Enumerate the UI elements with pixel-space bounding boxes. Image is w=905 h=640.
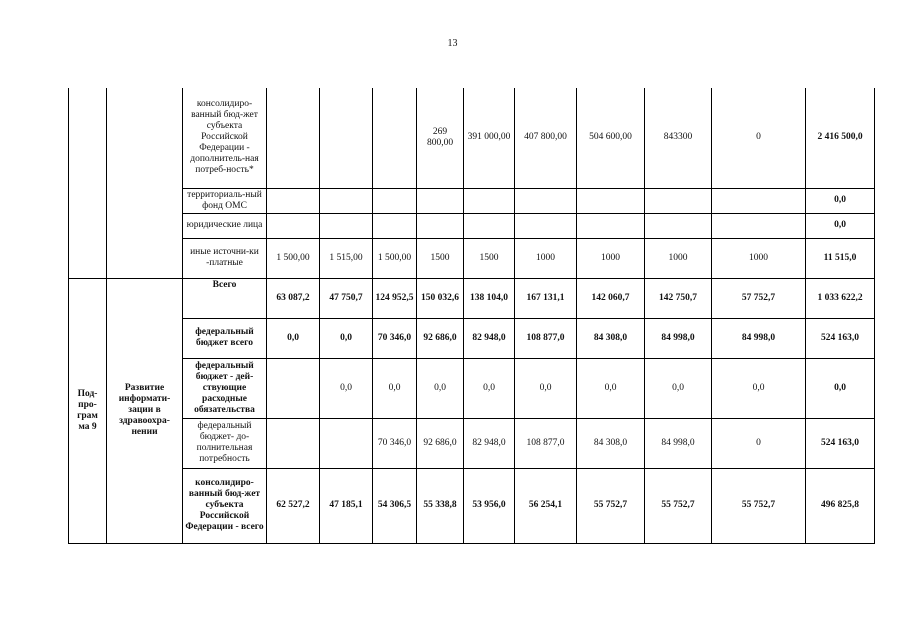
value-cell xyxy=(320,213,373,238)
value-cell: 0,0 xyxy=(515,358,577,418)
row-label: федеральный бюджет- до-полнительная потребность xyxy=(183,418,267,468)
value-cell xyxy=(577,213,645,238)
value-cell: 92 686,0 xyxy=(417,318,464,358)
table-row xyxy=(69,278,875,318)
value-cell: 82 948,0 xyxy=(464,418,515,468)
row-label: территориаль-ный фонд ОМС xyxy=(183,188,267,213)
value-cell: 124 952,5 xyxy=(373,278,417,318)
value-cell: 0 xyxy=(712,88,806,188)
page-number: 13 xyxy=(447,38,458,49)
total-cell: 0,0 xyxy=(806,188,875,213)
row-label: федеральный бюджет всего xyxy=(183,318,267,358)
value-cell xyxy=(417,188,464,213)
row-label: федеральный бюджет - дей-ствующие расходные обязательства xyxy=(183,358,267,418)
value-cell xyxy=(645,213,712,238)
value-cell: 84 308,0 xyxy=(577,318,645,358)
value-cell: 54 306,5 xyxy=(373,468,417,543)
value-cell: 391 000,00 xyxy=(464,88,515,188)
budget-table xyxy=(68,88,875,544)
value-cell xyxy=(267,188,320,213)
value-cell xyxy=(515,188,577,213)
value-cell: 138 104,0 xyxy=(464,278,515,318)
table-row xyxy=(69,188,875,213)
value-cell: 55 338,8 xyxy=(417,468,464,543)
table-row xyxy=(69,318,875,358)
value-cell: 1000 xyxy=(645,238,712,278)
value-cell xyxy=(320,88,373,188)
program-name-cell xyxy=(107,88,183,278)
value-cell xyxy=(577,188,645,213)
table-row xyxy=(69,418,875,468)
value-cell: 150 032,6 xyxy=(417,278,464,318)
value-cell xyxy=(712,188,806,213)
status-cell: Под-про-грам ма 9 xyxy=(69,278,107,543)
value-cell: 0,0 xyxy=(645,358,712,418)
value-cell: 55 752,7 xyxy=(645,468,712,543)
value-cell: 57 752,7 xyxy=(712,278,806,318)
value-cell xyxy=(515,213,577,238)
value-cell xyxy=(267,213,320,238)
value-cell: 92 686,0 xyxy=(417,418,464,468)
table-row xyxy=(69,88,875,188)
total-cell: 0,0 xyxy=(806,213,875,238)
value-cell: 55 752,7 xyxy=(577,468,645,543)
value-cell xyxy=(645,188,712,213)
value-cell xyxy=(267,418,320,468)
value-cell: 70 346,0 xyxy=(373,418,417,468)
value-cell: 70 346,0 xyxy=(373,318,417,358)
value-cell: 84 998,0 xyxy=(645,318,712,358)
value-cell xyxy=(373,213,417,238)
value-cell xyxy=(464,213,515,238)
value-cell: 269 800,00 xyxy=(417,88,464,188)
value-cell xyxy=(267,358,320,418)
row-label: юридические лица xyxy=(183,213,267,238)
value-cell: 63 087,2 xyxy=(267,278,320,318)
value-cell: 843300 xyxy=(645,88,712,188)
total-cell: 11 515,0 xyxy=(806,238,875,278)
value-cell xyxy=(320,418,373,468)
value-cell: 0,0 xyxy=(577,358,645,418)
value-cell xyxy=(712,213,806,238)
value-cell: 0,0 xyxy=(267,318,320,358)
value-cell xyxy=(320,188,373,213)
value-cell: 1500 xyxy=(417,238,464,278)
total-cell: 0,0 xyxy=(806,358,875,418)
value-cell: 1000 xyxy=(712,238,806,278)
total-cell: 496 825,8 xyxy=(806,468,875,543)
value-cell: 142 060,7 xyxy=(577,278,645,318)
value-cell: 62 527,2 xyxy=(267,468,320,543)
value-cell xyxy=(417,213,464,238)
value-cell: 0,0 xyxy=(464,358,515,418)
row-label: Всего xyxy=(183,278,267,318)
row-label: консолидиро-ванный бюд-жет субъекта Российской Федерации - дополнитель-ная потреб-ность* xyxy=(183,88,267,188)
value-cell: 0,0 xyxy=(320,358,373,418)
status-cell xyxy=(69,88,107,278)
total-cell: 1 033 622,2 xyxy=(806,278,875,318)
value-cell: 84 308,0 xyxy=(577,418,645,468)
total-cell: 524 163,0 xyxy=(806,318,875,358)
value-cell: 108 877,0 xyxy=(515,318,577,358)
value-cell: 0,0 xyxy=(373,358,417,418)
table-row xyxy=(69,468,875,543)
value-cell: 0,0 xyxy=(320,318,373,358)
value-cell: 167 131,1 xyxy=(515,278,577,318)
value-cell xyxy=(373,88,417,188)
value-cell xyxy=(373,188,417,213)
total-cell: 2 416 500,0 xyxy=(806,88,875,188)
value-cell: 84 998,0 xyxy=(645,418,712,468)
table-row xyxy=(69,238,875,278)
row-label: иные источни-ки -платные xyxy=(183,238,267,278)
value-cell: 82 948,0 xyxy=(464,318,515,358)
value-cell: 1000 xyxy=(577,238,645,278)
value-cell: 1 515,00 xyxy=(320,238,373,278)
value-cell: 56 254,1 xyxy=(515,468,577,543)
value-cell: 53 956,0 xyxy=(464,468,515,543)
table-row xyxy=(69,358,875,418)
value-cell: 1 500,00 xyxy=(373,238,417,278)
value-cell: 55 752,7 xyxy=(712,468,806,543)
value-cell: 0,0 xyxy=(417,358,464,418)
value-cell xyxy=(267,88,320,188)
value-cell: 1000 xyxy=(515,238,577,278)
value-cell: 84 998,0 xyxy=(712,318,806,358)
value-cell: 0 xyxy=(712,418,806,468)
value-cell: 142 750,7 xyxy=(645,278,712,318)
table-row xyxy=(69,213,875,238)
row-label: консолидиро-ванный бюд-жет субъекта Российской Федерации - всего xyxy=(183,468,267,543)
value-cell: 1500 xyxy=(464,238,515,278)
program-name-cell: Развитие информати-зации в здравоохра-нении xyxy=(107,278,183,543)
value-cell xyxy=(464,188,515,213)
value-cell: 1 500,00 xyxy=(267,238,320,278)
value-cell: 108 877,0 xyxy=(515,418,577,468)
value-cell: 504 600,00 xyxy=(577,88,645,188)
total-cell: 524 163,0 xyxy=(806,418,875,468)
value-cell: 47 185,1 xyxy=(320,468,373,543)
value-cell: 407 800,00 xyxy=(515,88,577,188)
value-cell: 47 750,7 xyxy=(320,278,373,318)
value-cell: 0,0 xyxy=(712,358,806,418)
